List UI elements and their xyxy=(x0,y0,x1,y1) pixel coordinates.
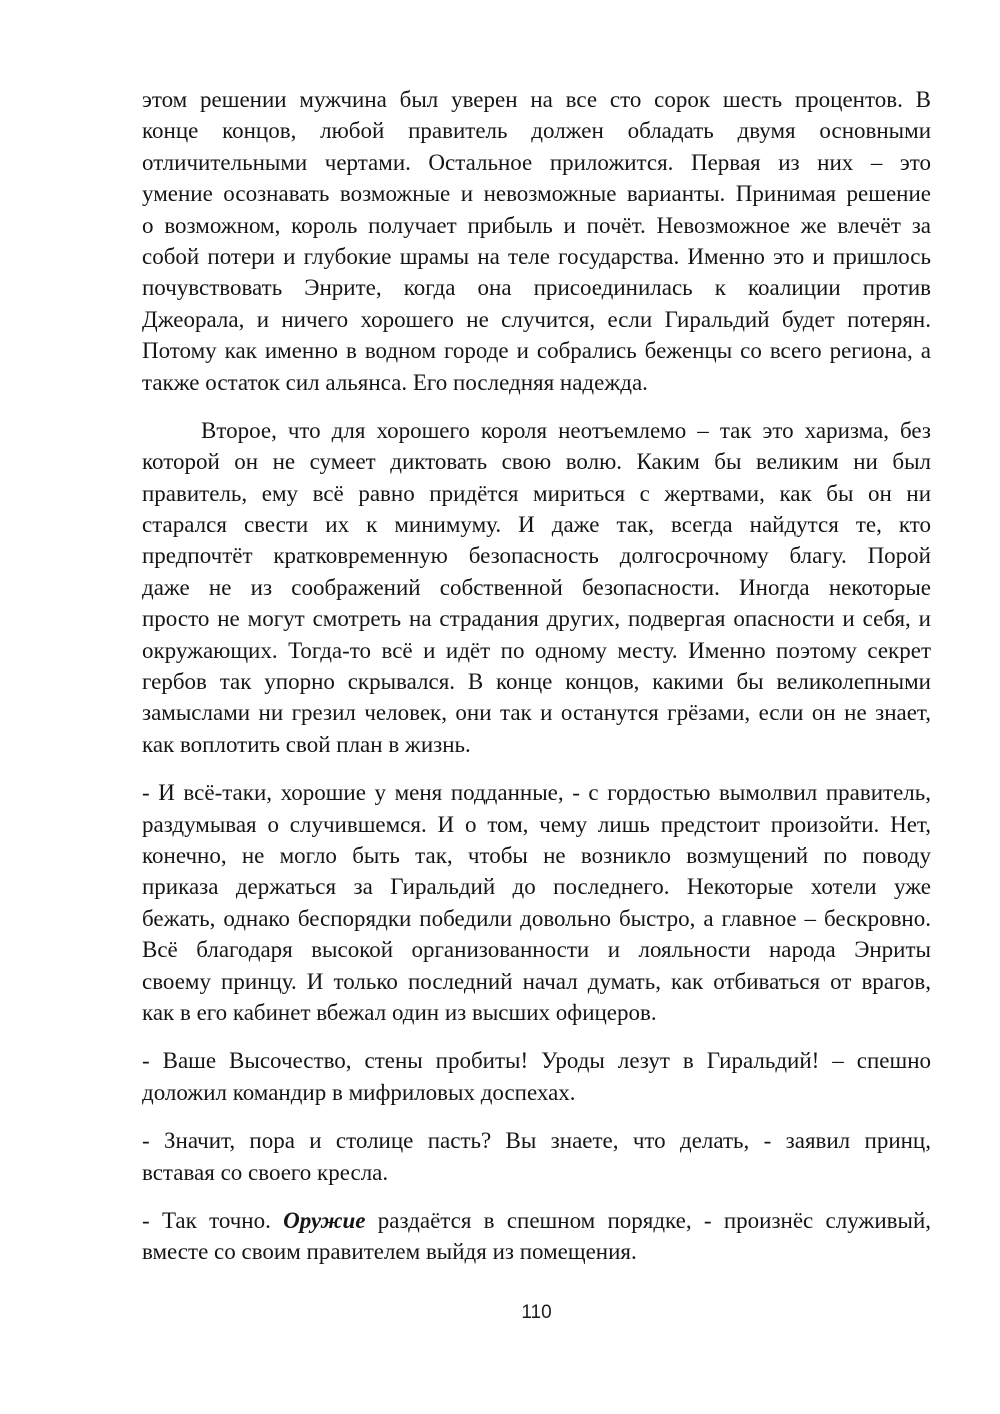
text-line: Всё благодаря высокой организованности и лояльности народа Энриты xyxy=(142,937,931,963)
text-line: просто не могут смотреть на страдания других, подвергая опасности и себя, и xyxy=(142,606,931,632)
text-line: даже не из соображений собственной безопасности. Иногда некоторые xyxy=(142,574,931,600)
text-line: почувствовать Энрите, когда она присоединилась к коалиции против xyxy=(142,275,931,301)
text-line: старался свести их к минимуму. И даже так, всегда найдутся те, кто xyxy=(142,512,931,538)
text-line: своему принцу. И только последний начал думать, как отбиваться от врагов, xyxy=(142,968,931,994)
text-segment: раздаётся в спешном порядке, - произнёс служивый, xyxy=(365,1207,931,1233)
text-line: этом решении мужчина был уверен на все сто сорок шесть процентов. В xyxy=(142,87,931,112)
document-text xyxy=(142,84,931,1285)
text-line: окружающих. Тогда-то всё и идёт по одному месту. Именно поэтому секрет xyxy=(142,637,931,663)
text-line: Второе, что для хорошего короля неотъемлемо – так это харизма, без xyxy=(201,417,931,443)
text-line: о возможном, король получает прибыль и почёт. Невозможное же влечёт за xyxy=(142,212,931,238)
text-line: как в его кабинет вбежал один из высших офицеров. xyxy=(142,999,657,1025)
text-line: конечно, не могло быть так, чтобы не возникло возмущений по поводу xyxy=(142,842,931,868)
text-line xyxy=(142,1205,931,1236)
text-line: которой он не сумеет диктовать свою волю. Каким бы великим ни был xyxy=(142,449,931,475)
text-line: правитель, ему всё равно придётся мириться с жертвами, как бы он ни xyxy=(142,480,931,506)
emphasized-word: Оружие xyxy=(283,1207,366,1233)
text-line: замыслами ни грезил человек, они так и останутся грёзами, если он не знает, xyxy=(142,700,931,726)
text-line: - И всё-таки, хорошие у меня подданные, - с гордостью вымолвил правитель, xyxy=(142,780,931,806)
text-line: собой потери и глубокие шрамы на теле государства. Именно это и пришлось xyxy=(142,243,931,269)
paragraph xyxy=(142,1205,931,1268)
text-line: Потому как именно в водном городе и собрались беженцы со всего региона, а xyxy=(142,338,931,364)
text-line: бежать, однако беспорядки победили довольно быстро, а главное – бескровно. xyxy=(142,905,931,931)
text-line: гербов так упорно скрывался. В конце концов, какими бы великолепными xyxy=(142,669,931,695)
text-line: раздумывая о случившемся. И о том, чему лишь предстоит произойти. Нет, xyxy=(142,811,931,837)
text-line: умение осознавать возможные и невозможные варианты. Принимая решение xyxy=(142,181,931,207)
page-number: 110 xyxy=(521,1302,552,1323)
text-line: приказа держаться за Гиральдий до последнего. Некоторые хотели уже xyxy=(142,874,931,900)
text-line: Джеорала, и ничего хорошего не случится, если Гиральдий будет потерян. xyxy=(142,306,931,332)
text-line: - Ваше Высочество, стены пробиты! Уроды лезут в Гиральдий! – спешно xyxy=(142,1048,931,1074)
paragraph xyxy=(142,1125,931,1188)
text-line: вместе со своим правителем выйдя из помещения. xyxy=(142,1239,637,1265)
text-line: предпочтёт кратковременную безопасность долгосрочному благу. Порой xyxy=(142,543,931,569)
text-segment: - Так точно. xyxy=(142,1207,284,1233)
paragraph xyxy=(142,1045,931,1108)
text-line: доложил командир в мифриловых доспехах. xyxy=(142,1079,576,1105)
text-line: - Значит, пора и столице пасть? Вы знаете, что делать, - заявил принц, xyxy=(142,1128,931,1154)
text-line: конце концов, любой правитель должен обладать двумя основными xyxy=(142,118,931,144)
paragraph xyxy=(142,84,931,398)
text-line: также остаток сил альянса. Его последняя надежда. xyxy=(142,369,648,395)
text-line: как воплотить свой план в жизнь. xyxy=(142,731,471,757)
paragraph xyxy=(142,415,931,760)
paragraph xyxy=(142,777,931,1028)
text-line: вставая со своего кресла. xyxy=(142,1159,389,1185)
text-line: отличительными чертами. Остальное приложится. Первая из них – это xyxy=(142,149,931,175)
